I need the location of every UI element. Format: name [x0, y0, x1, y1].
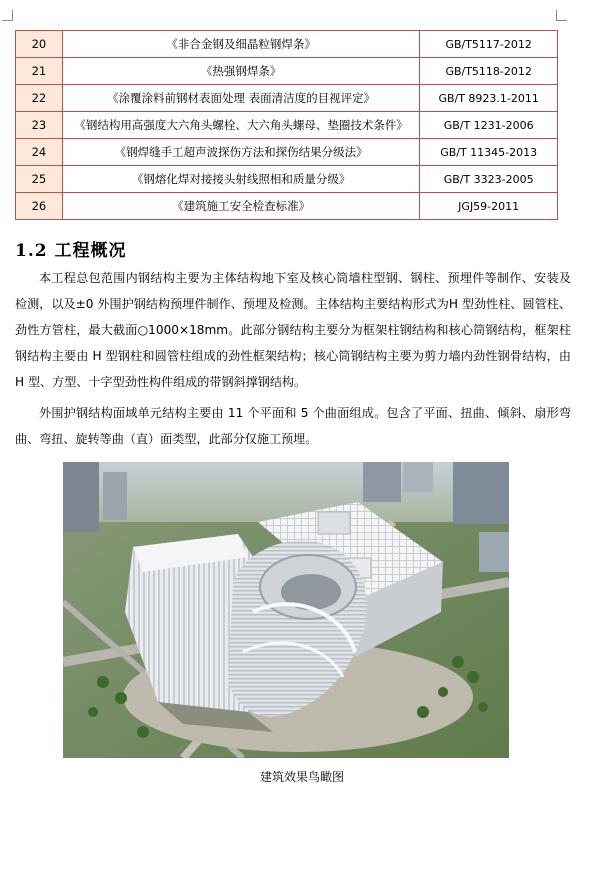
standard-code: GB/T5118-2012	[420, 58, 558, 85]
standard-code: GB/T5117-2012	[420, 31, 558, 58]
standards-table-row	[16, 193, 558, 220]
standard-name: 《涂覆涂料前钢材表面处理 表面清洁度的目视评定》	[62, 85, 419, 112]
section-number: 1.2	[15, 241, 48, 261]
row-number: 21	[16, 58, 63, 85]
figure-caption: 建筑效果鸟瞰图	[259, 770, 344, 784]
standards-table-row	[16, 31, 558, 58]
section-heading	[15, 236, 127, 261]
standard-code: JGJ59-2011	[420, 193, 558, 220]
row-number: 26	[16, 193, 63, 220]
standards-table	[15, 30, 558, 220]
standards-table-row	[16, 112, 558, 139]
standard-name: 《钢结构用高强度大六角头螺栓、大六角头螺母、垫圈技术条件》	[62, 112, 419, 139]
standard-code: GB/T 8923.1-2011	[420, 85, 558, 112]
standard-name: 《钢熔化焊对接接头射线照相和质量分级》	[62, 166, 419, 193]
standard-code: GB/T 11345-2013	[420, 139, 558, 166]
standard-name: 《钢焊缝手工超声波探伤方法和探伤结果分级法》	[62, 139, 419, 166]
standard-name: 《热强钢焊条》	[62, 58, 419, 85]
building-aerial-rendering	[63, 462, 509, 758]
standards-table-row	[16, 85, 558, 112]
standards-table-row	[16, 166, 558, 193]
overview-paragraph-2: 外围护钢结构面域单元结构主要由 11 个平面和 5 个曲面组成。包含了平面、扭曲、倾斜、扇形弯曲、弯扭、旋转等曲（直）面类型，此部分仅施工预埋。	[15, 406, 571, 446]
row-number: 22	[16, 85, 63, 112]
row-number: 24	[16, 139, 63, 166]
row-number: 23	[16, 112, 63, 139]
overview-paragraph-1: 本工程总包范围内钢结构主要为主体结构地下室及核心筒墙柱型钢、钢柱、预埋件等制作、安装及检测，以及±0 外围护钢结构预埋件制作、预埋及检测。主体结构主要结构形式为H 型劲性柱、圆管柱、劲性方管柱，最大截面○1000×18mm。此部分钢结构主要分为框架柱钢结构和核心筒钢结构，框架柱钢结构主要由 H 型钢柱和圆管柱组成的劲性框架结构；核心筒钢结构主要为剪力墙内劲性钢骨结构，由H 型、方型、十字型劲性构件组成的带钢斜撑钢结构。	[15, 271, 571, 389]
standards-table-row	[16, 139, 558, 166]
section-title: 工程概况	[54, 241, 127, 261]
page-corner-mark-right	[556, 10, 567, 21]
standard-name: 《建筑施工安全检查标准》	[62, 193, 419, 220]
row-number: 25	[16, 166, 63, 193]
standard-code: GB/T 3323-2005	[420, 166, 558, 193]
page-corner-mark-left	[2, 10, 13, 21]
standards-table-row	[16, 58, 558, 85]
row-number: 20	[16, 31, 63, 58]
standard-code: GB/T 1231-2006	[420, 112, 558, 139]
standard-name: 《非合金钢及细晶粒钢焊条》	[62, 31, 419, 58]
